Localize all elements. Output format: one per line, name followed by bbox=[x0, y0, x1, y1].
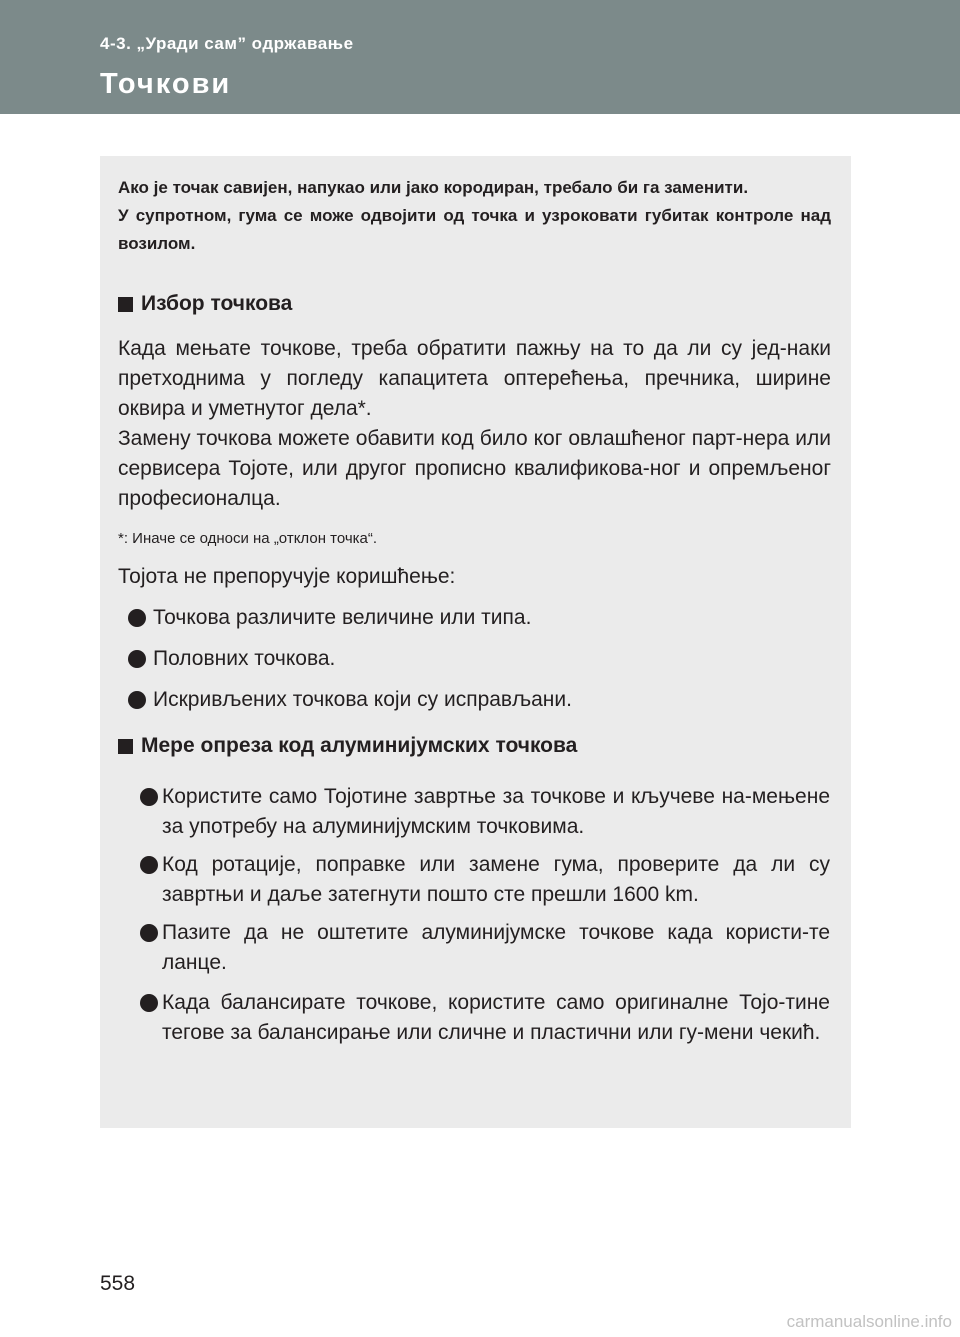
list-item-text: Користите само Тојотине завртње за точкове и кључеве на-мењене за употребу на алуминијумским точковима. bbox=[162, 785, 830, 838]
page-title: Точкови bbox=[100, 68, 232, 100]
bullet-dot-icon bbox=[140, 856, 158, 874]
heading-label: Мере опреза код алуминијумских точкова bbox=[141, 734, 578, 757]
list-item-text: Половних точкова. bbox=[153, 647, 336, 670]
list-item-text: Код ротације, поправке или замене гума, проверите да ли су завртњи и даље затегнути пошто сте прешли 1600 km. bbox=[162, 853, 830, 906]
list-item-text: Пазите да не оштетите алуминијумске точкове када користи-те ланце. bbox=[162, 921, 830, 974]
intro-line-1: Ако је точак савијен, напукао или јако кородиран, требало би га заменити. bbox=[118, 178, 749, 197]
heading-alloy-precautions bbox=[118, 734, 577, 758]
bullet-dot-icon bbox=[128, 691, 146, 709]
list-item bbox=[140, 782, 830, 842]
square-bullet-icon bbox=[118, 297, 133, 312]
list-item-text: Искривљених точкова који су исправљани. bbox=[153, 688, 572, 711]
list-item bbox=[140, 988, 830, 1048]
footnote: *: Иначе се односи на „отклон точка“. bbox=[118, 530, 378, 547]
paragraph-selection: Када мењате точкове, треба обратити пажњу на то да ли су јед-наки претходнима у погледу капацитета оптерећења, пречника, ширине оквира и уметнутог дела*. bbox=[118, 337, 831, 420]
chapter-header bbox=[0, 0, 960, 114]
list-item-text: Точкова различите величине или типа. bbox=[153, 606, 532, 629]
square-bullet-icon bbox=[118, 739, 133, 754]
list-item bbox=[140, 850, 830, 910]
intro-text bbox=[118, 174, 831, 258]
section-label: 4-3. „Уради сам” одржавање bbox=[100, 34, 354, 53]
list-item bbox=[128, 688, 572, 712]
bullet-dot-icon bbox=[140, 788, 158, 806]
list-item-text: Када балансирате точкове, користите само оригиналне Тојо-тине тегове за балансирање или сличне и пластични или гу-мени чекић. bbox=[162, 991, 830, 1044]
heading-wheel-selection bbox=[118, 292, 292, 316]
list-item bbox=[140, 918, 830, 978]
list-item bbox=[128, 647, 335, 671]
intro-line-2: У супротном, гума се може одвојити од точка и узроковати губитак контроле над возилом. bbox=[118, 206, 831, 253]
watermark: carmanualsonline.info bbox=[786, 1312, 952, 1331]
lead-text: Тојота не препоручује коришћење: bbox=[118, 565, 456, 588]
list-item bbox=[128, 606, 531, 630]
bullet-dot-icon bbox=[128, 609, 146, 627]
bullet-dot-icon bbox=[140, 924, 158, 942]
page-number: 558 bbox=[100, 1272, 136, 1295]
paragraph-replacement: Замену точкова можете обавити код било ког овлашћеног парт-нера или сервисера Тојоте, или другог прописно квалификова-ног и опремљеног професионалца. bbox=[118, 427, 831, 510]
bullet-dot-icon bbox=[140, 994, 158, 1012]
bullet-dot-icon bbox=[128, 650, 146, 668]
heading-label: Избор точкова bbox=[141, 292, 293, 315]
